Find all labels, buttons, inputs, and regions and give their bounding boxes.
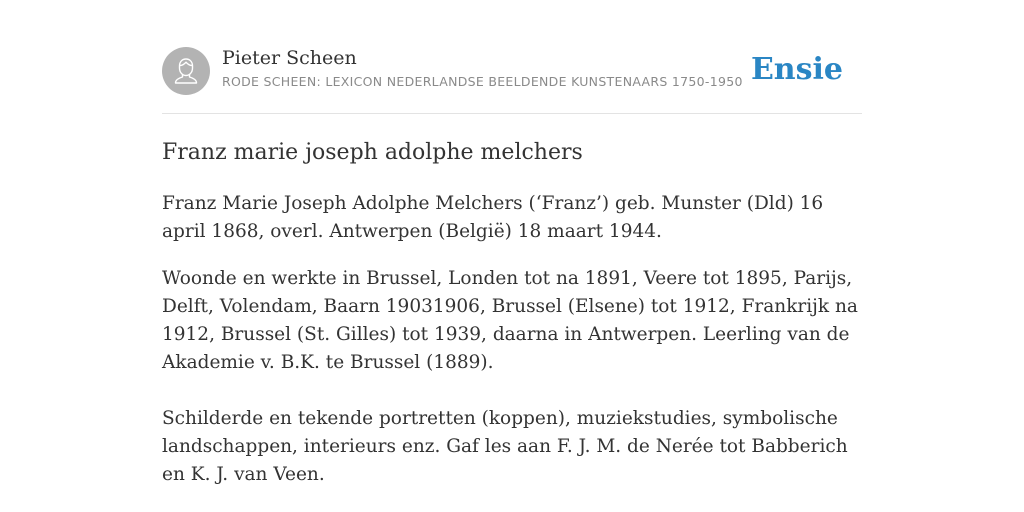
paragraph-residences: Woonde en werkte in Brussel, Londen tot na 1891, Veere tot 1895, Parijs, Delft, Volendam, Baarn 19031906, Brussel (Elsene) tot 1912, Frankrijk na 1912, Brussel (St. Gilles) tot 1939, daarna in Antwerpen. Leerling van de Akademie v. B.K. te Brussel (1889). bbox=[162, 268, 858, 373]
avatar[interactable] bbox=[162, 47, 210, 95]
author-name[interactable]: Pieter Scheen bbox=[222, 47, 357, 69]
article-body bbox=[162, 190, 862, 508]
paragraph-works: Schilderde en tekende portretten (koppen), muziekstudies, symbolische landschappen, interieurs enz. Gaf les aan F. J. M. de Nerée tot Babberich en K. J. van Veen. bbox=[162, 408, 848, 485]
page-title: Franz marie joseph adolphe melchers bbox=[162, 140, 583, 165]
source-title[interactable]: RODE SCHEEN: LEXICON NEDERLANDSE BEELDENDE KUNSTENAARS 1750-1950 bbox=[222, 74, 743, 89]
brand-logo[interactable]: Ensie bbox=[750, 52, 843, 87]
article-header bbox=[162, 46, 862, 98]
header-divider bbox=[162, 113, 862, 114]
paragraph-biography: Franz Marie Joseph Adolphe Melchers (‘Franz’) geb. Munster (Dld) 16 april 1868, overl. Antwerpen (België) 18 maart 1944. bbox=[162, 193, 824, 242]
user-icon bbox=[162, 47, 210, 95]
